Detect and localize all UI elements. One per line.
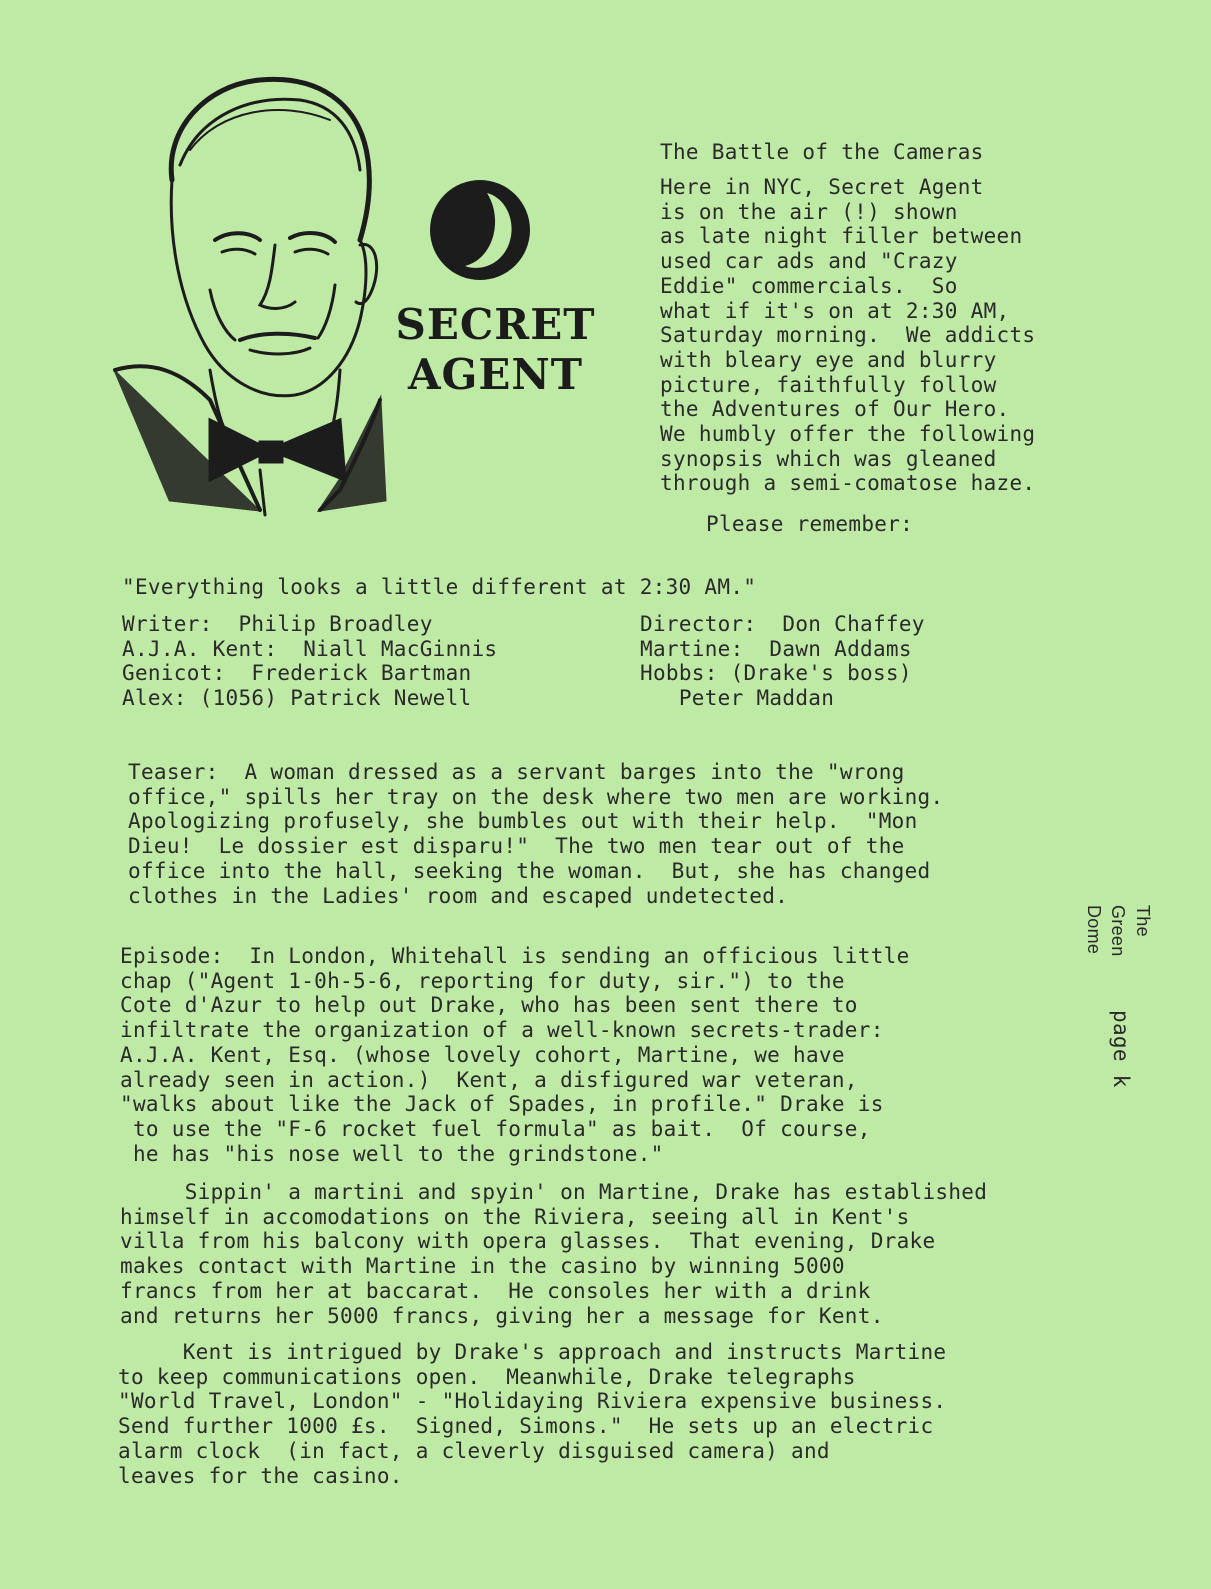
body-line: leaves for the casino. xyxy=(118,1463,403,1488)
logo-line-agent: AGENT xyxy=(407,350,584,399)
episode-paragraph xyxy=(120,944,910,1166)
tagline-quote: "Everything looks a little different at 2:30 AM." xyxy=(122,575,757,599)
teaser-line: office," spills her tray on the desk where two men are working. xyxy=(128,784,944,809)
body-line: "World Travel, London" - "Holidaying Riviera expensive business. xyxy=(118,1389,947,1414)
intro-line: what if it's on at 2:30 AM, xyxy=(660,298,1010,323)
intro-paragraph xyxy=(660,175,1035,496)
credit-line: Peter Maddan xyxy=(640,686,835,711)
credit-line: Director: Don Chaffey xyxy=(640,612,925,636)
credit-line: Genicot: Frederick Bartman xyxy=(122,661,472,686)
teaser-line: Apologizing profusely, she bumbles out with their help. "Mon xyxy=(128,809,918,834)
body-line: alarm clock (in fact, a cleverly disguised camera) and xyxy=(118,1438,830,1463)
intro-line: through a semi-comatose haze. xyxy=(660,471,1036,496)
episode-line: A.J.A. Kent, Esq. (whose lovely cohort, Martine, we have xyxy=(120,1042,845,1067)
intro-line: picture, faithfully follow xyxy=(660,372,997,397)
intro-line: Eddie" commercials. So xyxy=(660,273,958,298)
magazine-title xyxy=(1081,905,1155,957)
logo-emblem-icon xyxy=(425,178,535,283)
intro-line: the Adventures of Our Hero. xyxy=(660,397,1010,422)
please-remember: Please remember: xyxy=(706,512,914,536)
teaser-line: Dieu! Le dossier est disparu!" The two men tear out of the xyxy=(128,834,905,859)
episode-line: infiltrate the organization of a well-known secrets-trader: xyxy=(120,1018,884,1043)
body-line: makes contact with Martine in the casino by winning 5000 xyxy=(120,1254,845,1279)
intro-line: used car ads and "Crazy xyxy=(660,249,958,274)
body-line: Send further 1000 £s. Signed, Simons." He sets up an electric xyxy=(118,1414,934,1439)
intro-line: Here in NYC, Secret Agent xyxy=(660,175,984,199)
show-logo xyxy=(388,300,603,400)
intro-line: synopsis which was gleaned xyxy=(660,446,997,471)
credit-line: Writer: Philip Broadley xyxy=(122,612,433,636)
magazine-title-line: The xyxy=(1133,905,1153,937)
intro-line: Saturday morning. We addicts xyxy=(660,323,1036,348)
credits-left xyxy=(122,612,497,711)
body-paragraph-2 xyxy=(120,1180,987,1328)
credit-line: Hobbs: (Drake's boss) xyxy=(640,661,912,686)
teaser-paragraph xyxy=(128,760,943,908)
body-line: francs from her at baccarat. He consoles her with a drink xyxy=(120,1278,871,1303)
episode-line: already seen in action.) Kent, a disfigured war veteran, xyxy=(120,1067,858,1092)
episode-line: "walks about like the Jack of Spades, in profile." Drake is xyxy=(120,1092,884,1117)
page-number: page k xyxy=(1109,1010,1133,1088)
teaser-line: clothes in the Ladies' room and escaped undetected. xyxy=(128,883,789,908)
body-line: Kent is intrigued by Drake's approach and instructs Martine xyxy=(118,1340,947,1364)
teaser-line: Teaser: A woman dressed as a servant barges into the "wrong xyxy=(128,760,905,784)
agent-portrait-illustration xyxy=(110,70,400,520)
magazine-title-line: Dome xyxy=(1083,905,1104,955)
intro-line: is on the air (!) shown xyxy=(660,199,958,224)
body-paragraph-3 xyxy=(118,1340,946,1488)
episode-line: to use the "F-6 rocket fuel formula" as bait. Of course, xyxy=(120,1116,871,1141)
credit-line: A.J.A. Kent: Niall MacGinnis xyxy=(122,636,498,661)
episode-line: Cote d'Azur to help out Drake, who has been sent there to xyxy=(120,993,858,1018)
body-line: Sippin' a martini and spyin' on Martine, Drake has established xyxy=(120,1180,988,1204)
episode-line: he has "his nose well to the grindstone." xyxy=(120,1141,664,1166)
intro-line: as late night filler between xyxy=(660,224,1023,249)
credit-line: Martine: Dawn Addams xyxy=(640,636,912,661)
credit-line: Alex: (1056) Patrick Newell xyxy=(122,686,472,711)
teaser-line: office into the hall, seeking the woman. But, she has changed xyxy=(128,858,931,883)
body-line: and returns her 5000 francs, giving her a message for Kent. xyxy=(120,1303,884,1328)
magazine-title-line: Green xyxy=(1108,905,1129,957)
logo-line-secret: SECRET xyxy=(395,300,596,349)
episode-line: Episode: In London, Whitehall is sending an officious little xyxy=(120,944,910,968)
body-line: villa from his balcony with opera glasses. That evening, Drake xyxy=(120,1229,936,1254)
body-line: himself in accomodations on the Riviera, seeing all in Kent's xyxy=(120,1204,910,1229)
intro-line: We humbly offer the following xyxy=(660,422,1036,447)
article-title: The Battle of the Cameras xyxy=(660,140,984,164)
intro-line: with bleary eye and blurry xyxy=(660,347,997,372)
body-line: to keep communications open. Meanwhile, Drake telegraphs xyxy=(118,1364,856,1389)
credits-right xyxy=(640,612,925,711)
episode-line: chap ("Agent 1-0h-5-6, reporting for duty, sir.") to the xyxy=(120,968,845,993)
side-magazine-label xyxy=(1083,905,1175,1105)
